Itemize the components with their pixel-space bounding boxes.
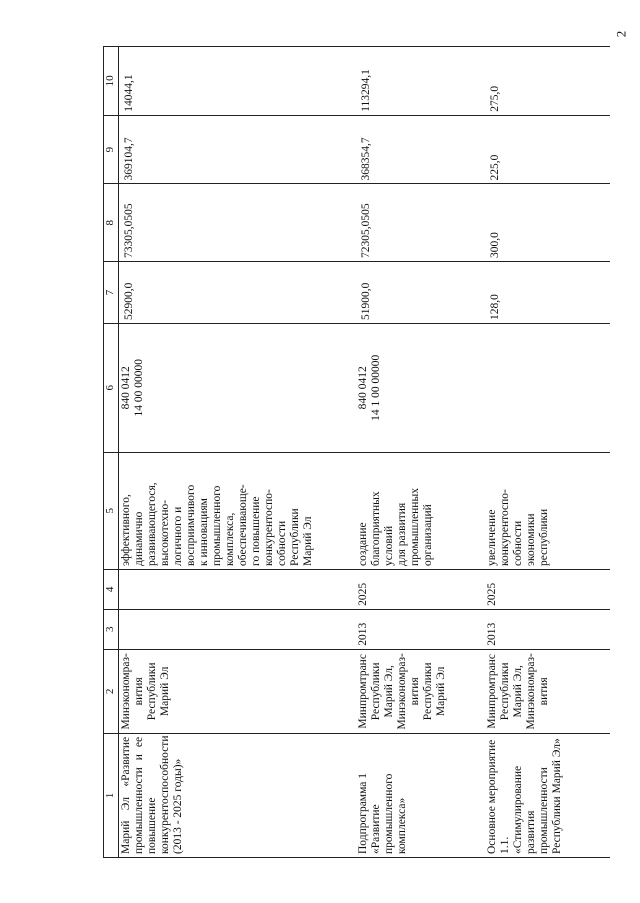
cell-responsible: Минпромтранс Республики Марий Эл, Минэкономраз- вития Республики Марий Эл: [356, 649, 485, 733]
header-cell-10: 10: [104, 47, 119, 116]
cell-value-9: 368354,7: [356, 115, 485, 184]
cell-value-10: 14044,1: [119, 47, 357, 116]
cell-goal: увеличение конкурентоспо- собности экономики республики: [485, 452, 610, 569]
cell-program-name: Подпрограмма 1 «Развитие промышленного комплекса»: [356, 733, 485, 857]
cell-value-10: 113294,1: [356, 47, 485, 116]
cell-program-name: Основное мероприятие 1.1. «Стимулирование развития промышленности Республики Марий Эл»: [485, 733, 610, 857]
cell-value-8: 300,0: [485, 184, 610, 262]
header-cell-8: 8: [104, 184, 119, 262]
cell-goal: эффективного, динамично развивающегося, высокотехно- логичного и восприимчивого к инновациям промышленного комплекса, обеспечивающе- го повышение конкурентоспо- собности Республики Марий Эл: [119, 452, 357, 569]
cell-budget-code: [485, 324, 610, 453]
cell-responsible: Минпромтранс Республики Марий Эл, Минэкономраз- вития: [485, 649, 610, 733]
cell-value-7: 52900,0: [119, 262, 357, 324]
header-cell-7: 7: [104, 262, 119, 324]
header-cell-6: 6: [104, 324, 119, 453]
page-number: 2: [613, 30, 629, 38]
cell-start-year: 2013: [356, 609, 485, 649]
cell-start-year: 2013: [485, 609, 610, 649]
cell-value-10: 275,0: [485, 47, 610, 116]
header-cell-4: 4: [104, 569, 119, 609]
cell-responsible: Минэкономраз- вития Республики Марий Эл: [119, 649, 357, 733]
cell-end-year: [119, 569, 357, 609]
cell-goal: создание благоприятных условий для развития промышленных организаций: [356, 452, 485, 569]
table-row: [485, 47, 610, 858]
header-cell-9: 9: [104, 115, 119, 184]
cell-value-8: 73305,0505: [119, 184, 357, 262]
cell-budget-code: 840 0412 14 1 00 00000: [356, 324, 485, 453]
header-cell-1: 1: [104, 733, 119, 857]
cell-value-7: 128,0: [485, 262, 610, 324]
cell-end-year: 2025: [485, 569, 610, 609]
cell-value-7: 51900,0: [356, 262, 485, 324]
cell-program-name: Марий Эл «Развитие промышленности и ее повышение конкурентоспособности (2013 - 2025 годы)»: [119, 733, 357, 857]
program-table: [103, 46, 610, 858]
header-cell-3: 3: [104, 609, 119, 649]
cell-end-year: 2025: [356, 569, 485, 609]
table-row: [356, 47, 485, 858]
header-cell-5: 5: [104, 452, 119, 569]
cell-value-9: 225,0: [485, 115, 610, 184]
cell-value-8: 72305,0505: [356, 184, 485, 262]
table-row: [119, 47, 357, 858]
cell-value-9: 369104,7: [119, 115, 357, 184]
cell-start-year: [119, 609, 357, 649]
header-row: [104, 47, 119, 858]
cell-budget-code: 840 0412 14 00 00000: [119, 324, 357, 453]
document-table-sheet: [103, 46, 633, 858]
header-cell-2: 2: [104, 649, 119, 733]
